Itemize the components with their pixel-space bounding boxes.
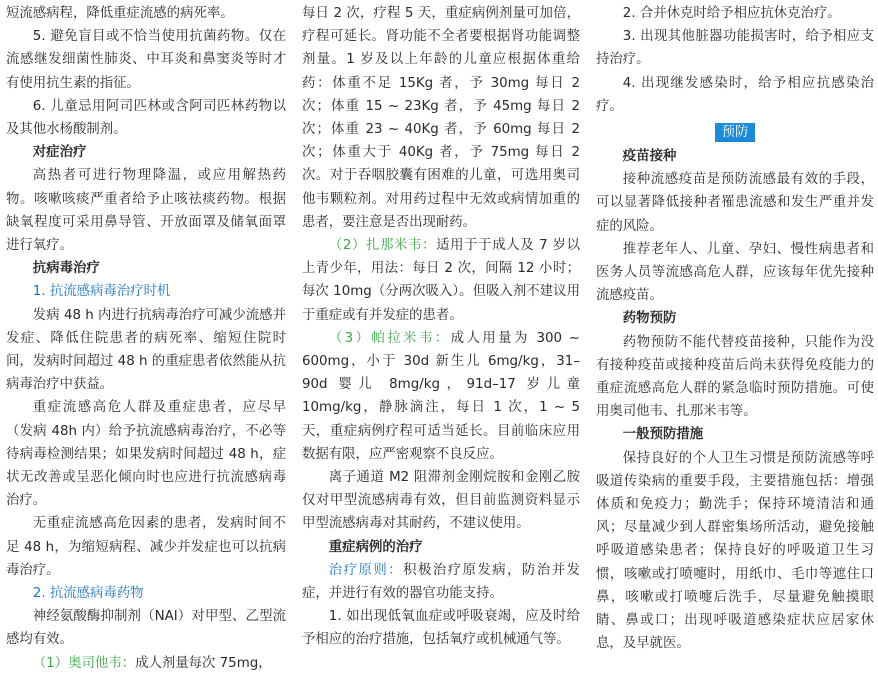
paragraph: 2. 合并休克时给予相应抗休克治疗。 bbox=[622, 6, 841, 21]
drug-paragraph bbox=[302, 327, 580, 466]
paragraph: 推荐老年人、儿童、孕妇、慢性病患者和医务人员等流感高危人群，应该每年优先接种流感疫苗。 bbox=[596, 241, 874, 304]
section-heading: 抗病毒治疗 bbox=[32, 261, 100, 277]
drug-text: 适用于于成人及 7 岁以上青少年，用法：每日 2 次，间隔 12 小时；每次 10mg（分两次吸入）。但吸入剂不建议用于重症或有并发症的患者。 bbox=[302, 238, 580, 323]
paragraph: 神经氨酸酶抑制剂（NAI）对甲型、乙型流感均有效。 bbox=[6, 609, 286, 648]
drug-paragraph bbox=[302, 234, 580, 327]
paragraph: 重症流感高危人群及重症患者，应尽早（发病 48h 内）给予抗流感病毒治疗，不必等待病毒检测结果；如果发病时间超过 48 h，症状无改善或呈恶化倾向时也应进行抗流感病毒治疗。 bbox=[6, 400, 286, 509]
paragraph: 无重症流感高危因素的患者，发病时间不足 48 h，为缩短病程、减少并发症也可以抗病毒治疗。 bbox=[6, 516, 286, 578]
paragraph: 5. 避免盲目或不恰当使用抗菌药物。仅在流感继发细菌性肺炎、中耳炎和鼻窦炎等时才有使用抗生素的指征。 bbox=[6, 29, 286, 91]
drug-label: （1）奥司他韦： bbox=[32, 655, 136, 671]
paragraph: 药物预防不能代替疫苗接种，只能作为没有接种疫苗或接种疫苗后尚未获得免疫能力的重症流感高危人群的紧急临时预防措施。可使用奥司他韦、扎那米韦等。 bbox=[596, 334, 874, 420]
paragraph: 6. 儿童忌用阿司匹林或含阿司匹林药物以及其他水杨酸制剂。 bbox=[6, 98, 286, 138]
subsection-heading: 2. 抗流感病毒药物 bbox=[32, 586, 144, 602]
drug-text: 成人用量为 300 ~ 600mg，小于 30d 新生儿 6mg/kg，31–90d 婴儿 8mg/kg，91d–17 岁儿童 10mg/kg，静脉滴注，每日 1 次，1 ~ 5 天，重症病例疗程可适当延长。目前临床应用数据有限，应严密观察不良反应。 bbox=[302, 330, 580, 462]
paragraph: 高热者可进行物理降温，或应用解热药物。咳嗽咳痰严重者给予止咳祛痰药物。根据缺氧程度可采用鼻导管、开放面罩及储氧面罩进行氧疗。 bbox=[6, 168, 286, 254]
section-heading: 一般预防措施 bbox=[622, 427, 704, 443]
column-middle bbox=[302, 2, 580, 652]
drug-label: （2）扎那米韦： bbox=[328, 238, 437, 254]
section-heading: 对症治疗 bbox=[32, 145, 87, 161]
paragraph: 1. 如出现低氧血症或呼吸衰竭，应及时给予相应的治疗措施，包括氧疗或机械通气等。 bbox=[302, 609, 580, 648]
section-heading: 重症病例的治疗 bbox=[328, 539, 423, 555]
paragraph: 发病 48 h 内进行抗病毒治疗可减少流感并发症、降低住院患者的病死率、缩短住院时间，发病时间超过 48 h 的重症患者依然能从抗病毒治疗中获益。 bbox=[6, 307, 286, 393]
drug-paragraph bbox=[6, 652, 286, 675]
section-heading: 疫苗接种 bbox=[622, 149, 677, 165]
section-heading: 药物预防 bbox=[622, 311, 677, 327]
paragraph: 保持良好的个人卫生习惯是预防流感等呼吸道传染病的重要手段，主要措施包括：增强体质和免疫力；勤洗手；保持环境清洁和通风；尽量减少到人群密集场所活动，避免接触呼吸道感染患者；保持良好的呼吸道卫生习惯，咳嗽或打喷嚏时，用纸巾、毛巾等遮住口鼻，咳嗽或打喷嚏后洗手，尽量避免触摸眼睛、鼻或口；出现呼吸道感染症状应居家休息，及早就医。 bbox=[596, 450, 874, 652]
column-left bbox=[6, 2, 286, 675]
principle-label: 治疗原则： bbox=[328, 562, 404, 578]
paragraph: 4. 出现继发感染时，给予相应抗感染治疗。 bbox=[596, 75, 874, 114]
drug-text: 成人剂量每次 75mg， bbox=[135, 655, 272, 671]
paragraph: 每日 2 次，疗程 5 天，重症病例剂量可加倍，疗程可延长。肾功能不全者要根据肾功能调整剂量。1 岁及以上年龄的儿童应根据体重给药：体重不足 15Kg 者，予 30mg 每日 2 次；体重 15 ~ 23Kg 者，予 45mg 每日 2 次；体重 23 ~ 40Kg 者，予 60mg 每日 2 次；体重大于 40Kg 者，予 75mg 每日 2 次。对于吞咽胶囊有困难的儿童，可选用奥司他韦颗粒剂。对用药过程中无效或病情加重的患者，要注意是否出现耐药。 bbox=[302, 6, 580, 230]
paragraph: 3. 出现其他脏器功能损害时，给予相应支持治疗。 bbox=[596, 29, 874, 68]
principle-paragraph bbox=[302, 559, 580, 605]
drug-label: （3）帕拉米韦： bbox=[328, 330, 451, 346]
column-right bbox=[596, 2, 874, 655]
subsection-heading: 1. 抗流感病毒治疗时机 bbox=[32, 284, 171, 300]
section-badge-row bbox=[596, 118, 874, 145]
paragraph: 离子通道 M2 阻滞剂金刚烷胺和金刚乙胺仅对甲型流感病毒有效，但目前监测资料显示甲型流感病毒对其耐药，不建议使用。 bbox=[302, 470, 580, 532]
principle-text: 积极治疗原发病，防治并发症，并进行有效的器官功能支持。 bbox=[302, 562, 581, 602]
section-badge: 预防 bbox=[715, 123, 756, 142]
paragraph: 短流感病程，降低重症流感的病死率。 bbox=[6, 6, 234, 21]
paragraph: 接种流感疫苗是预防流感最有效的手段，可以显著降低接种者罹患流感和发生严重并发症的风险。 bbox=[596, 172, 874, 234]
